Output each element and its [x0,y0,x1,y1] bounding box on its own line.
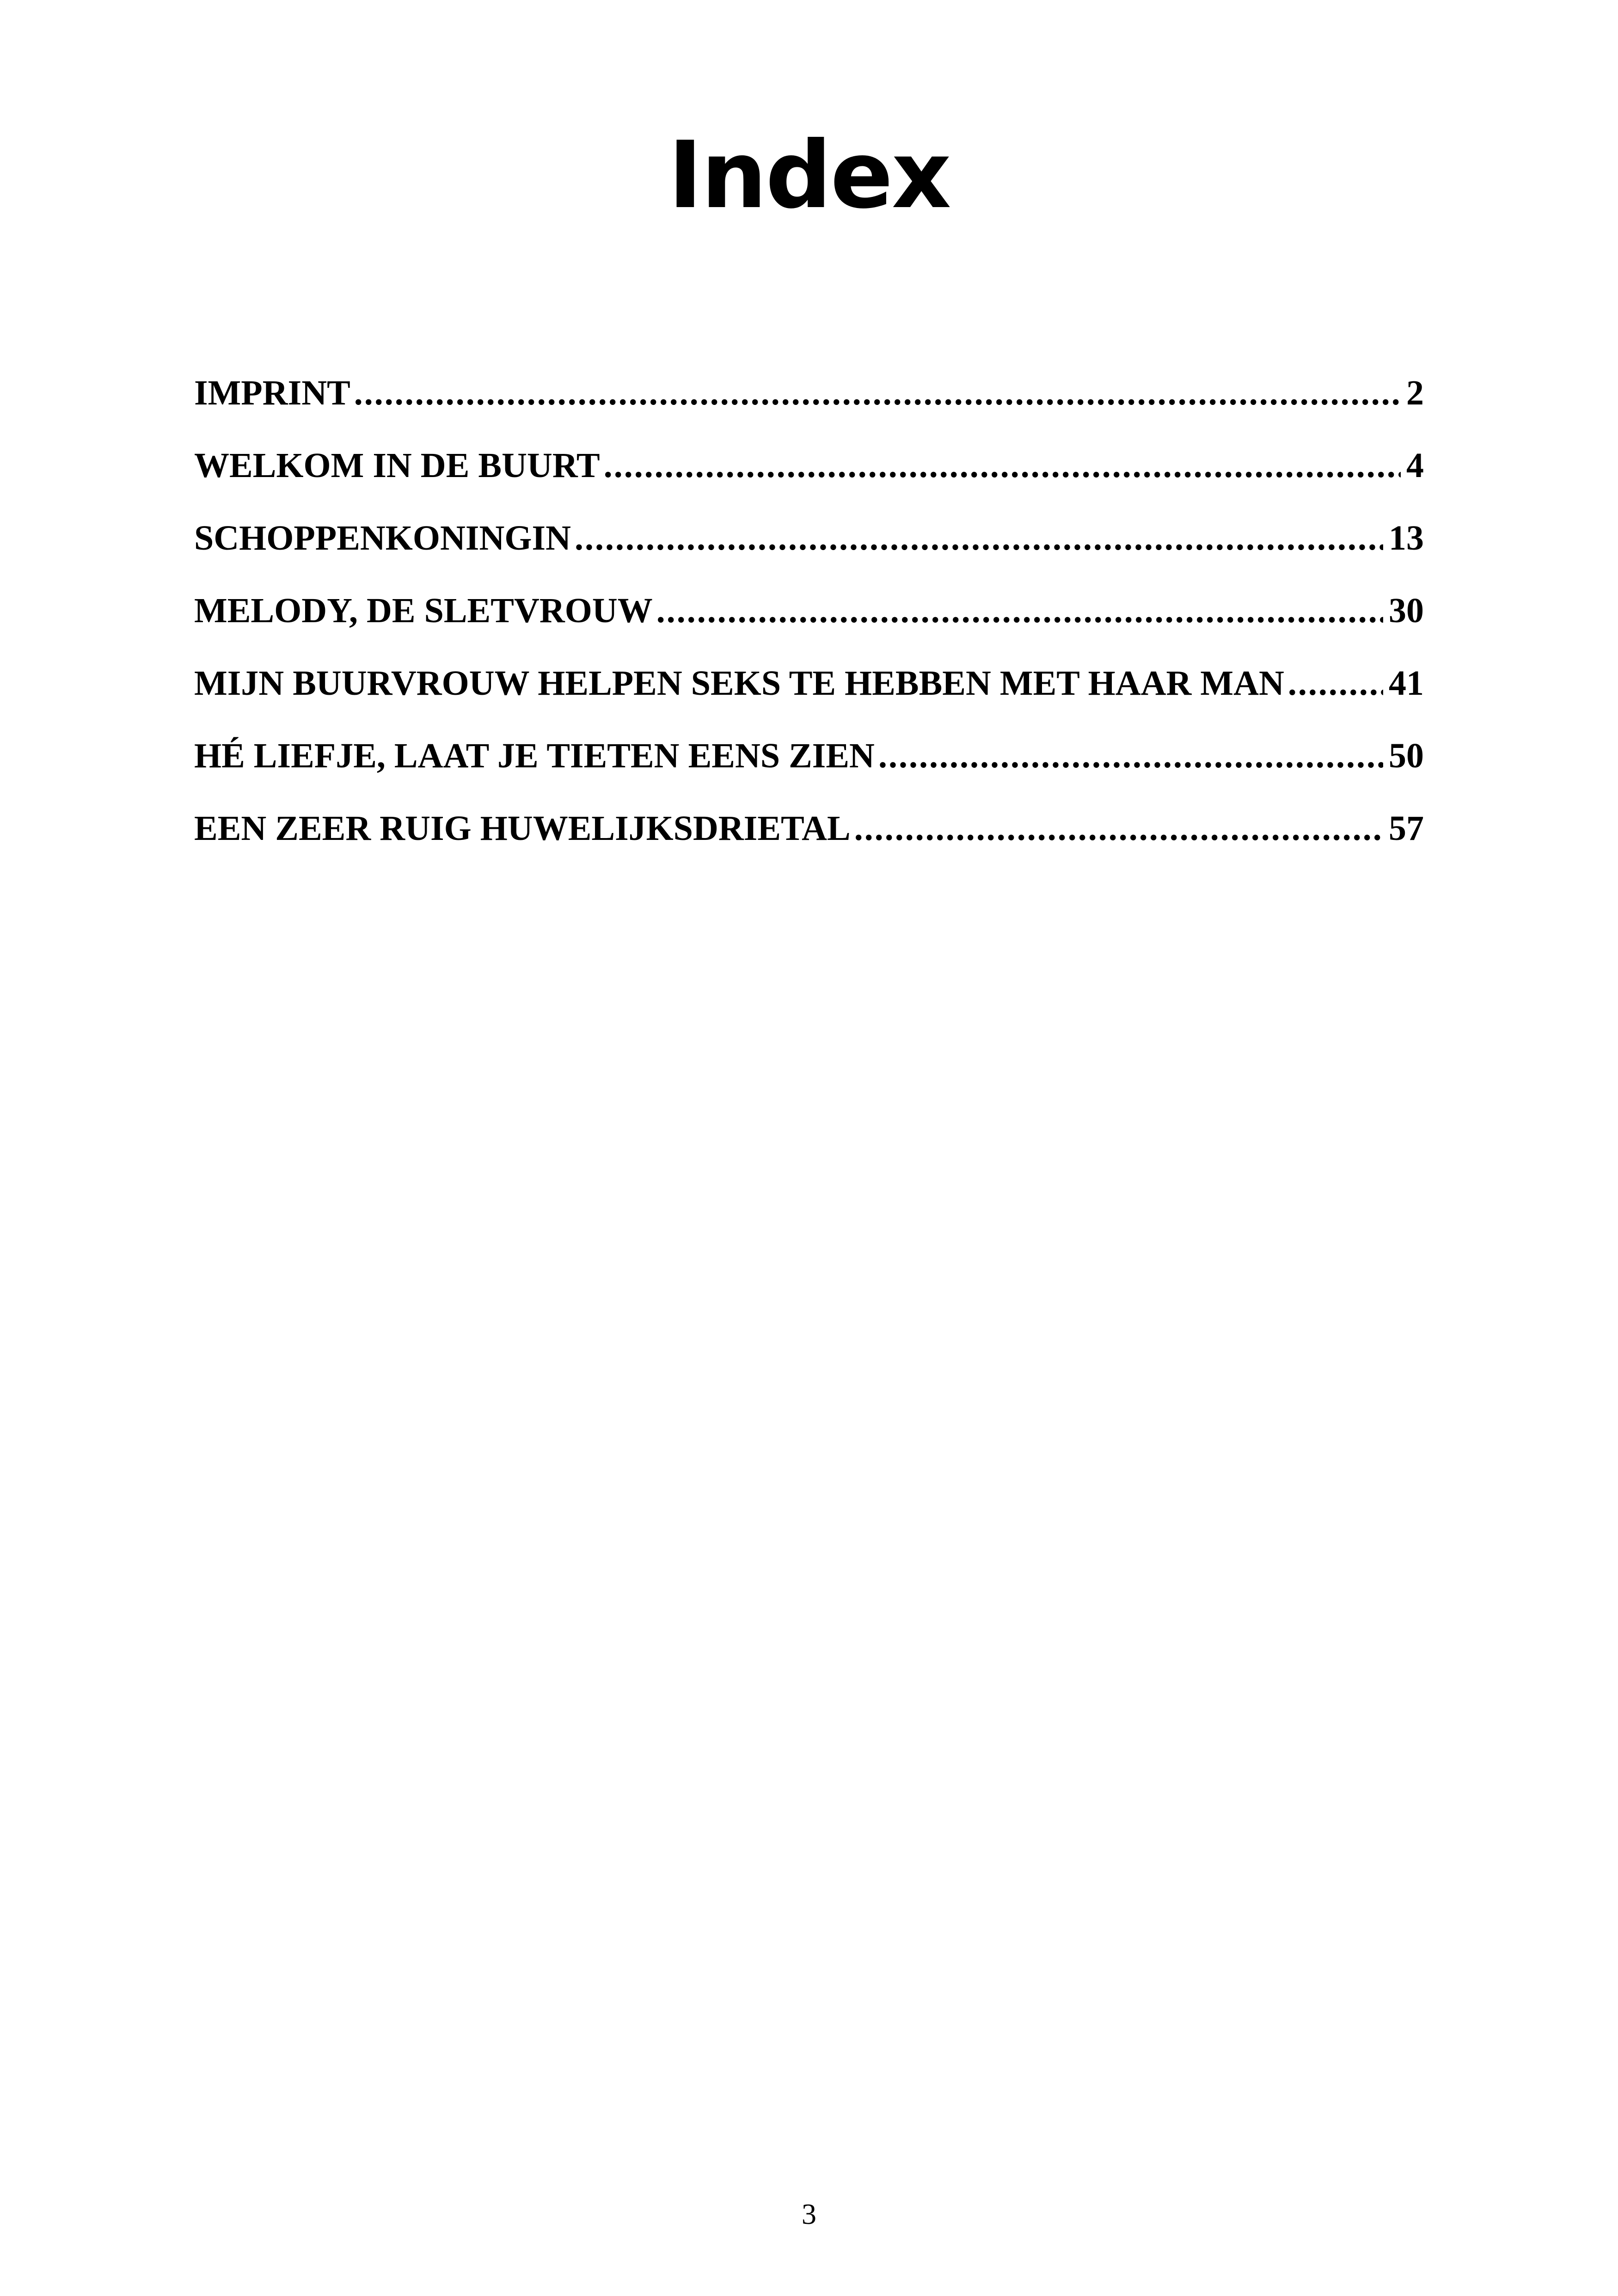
toc-entry-page: 13 [1389,519,1424,557]
toc-entry-schoppenkoningin[interactable] [194,510,1424,583]
toc-entry-welkom-in-de-buurt[interactable] [194,438,1424,510]
toc-entry-mijn-buurvrouw[interactable] [194,655,1424,728]
toc-entry-page: 30 [1389,591,1424,630]
toc-dot-leader [854,801,1383,856]
toc-entry-title: SCHOPPENKONINGIN [194,519,571,557]
toc-entry-page: 57 [1389,809,1424,848]
toc-entry-page: 41 [1389,664,1424,703]
toc-entry-title: HÉ LIEFJE, LAAT JE TIETEN EENS ZIEN [194,736,875,775]
toc-entry-title: IMPRINT [194,373,350,412]
page-number: 3 [802,2198,816,2230]
toc-dot-leader [878,728,1383,784]
toc-dot-leader [575,510,1383,566]
toc-entry-title: MELODY, DE SLETVROUW [194,591,653,630]
toc-entry-title: MIJN BUURVROUW HELPEN SEKS TE HEBBEN MET HAAR MAN [194,664,1284,703]
toc-entry-title: EEN ZEER RUIG HUWELIJKSDRIETAL [194,809,851,848]
toc-entry-he-liefje[interactable] [194,728,1424,801]
toc-entry-imprint[interactable] [194,365,1424,438]
page-title: Index [668,122,950,229]
toc-dot-leader [604,438,1401,493]
toc-dot-leader [1288,655,1383,711]
toc-dot-leader [656,583,1383,638]
toc-entry-page: 2 [1406,373,1424,412]
table-of-contents [194,365,1424,873]
toc-entry-melody[interactable] [194,583,1424,655]
toc-entry-een-zeer-ruig[interactable] [194,801,1424,873]
toc-entry-page: 50 [1389,736,1424,775]
toc-entry-title: WELKOM IN DE BUURT [194,446,600,485]
toc-dot-leader [354,365,1401,421]
toc-entry-page: 4 [1406,446,1424,485]
